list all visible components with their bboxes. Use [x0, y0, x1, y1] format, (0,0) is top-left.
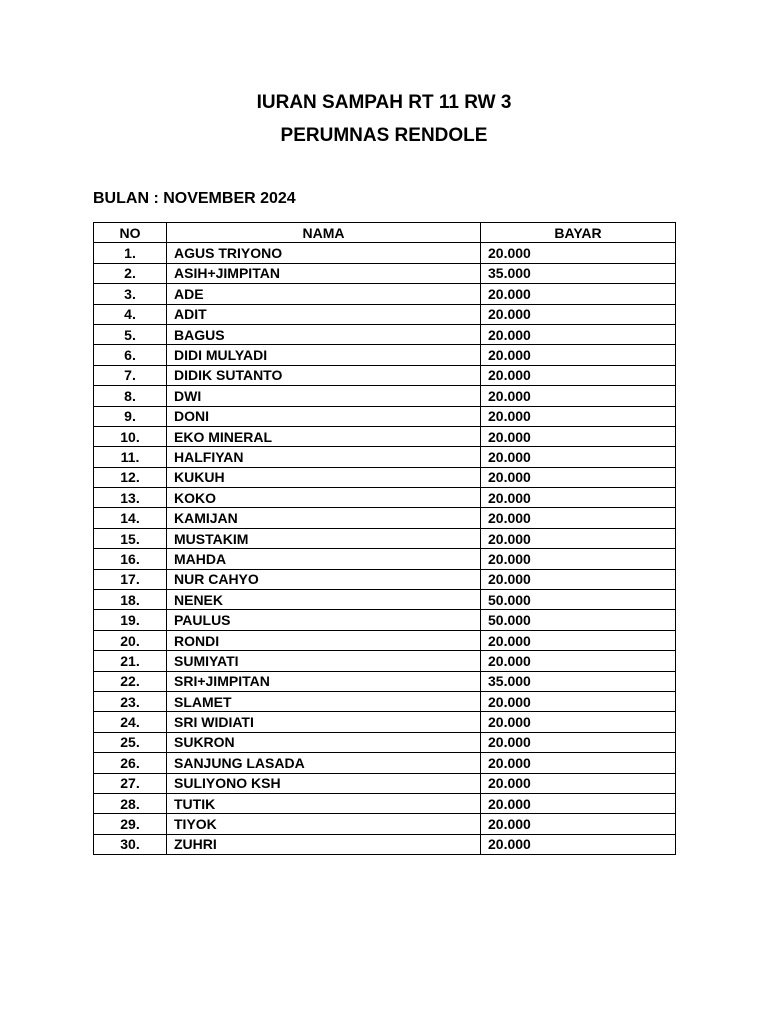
- cell-bayar: 20.000: [481, 243, 676, 263]
- cell-bayar: 35.000: [481, 671, 676, 691]
- table-row: [94, 467, 676, 487]
- table-row: [94, 793, 676, 813]
- cell-bayar: 20.000: [481, 630, 676, 650]
- table-body: [94, 243, 676, 855]
- cell-bayar: 20.000: [481, 691, 676, 711]
- cell-no: 21.: [94, 651, 167, 671]
- table-row: [94, 488, 676, 508]
- table-row: [94, 243, 676, 263]
- cell-no: 28.: [94, 793, 167, 813]
- document-title: IURAN SAMPAH RT 11 RW 3: [256, 92, 512, 113]
- cell-bayar: 20.000: [481, 304, 676, 324]
- cell-nama: BAGUS: [167, 324, 481, 344]
- cell-nama: ADIT: [167, 304, 481, 324]
- table-row: [94, 610, 676, 630]
- header-row: [94, 223, 676, 243]
- cell-bayar: 20.000: [481, 447, 676, 467]
- cell-nama: DWI: [167, 386, 481, 406]
- table-row: [94, 549, 676, 569]
- table-row: [94, 651, 676, 671]
- cell-bayar: 20.000: [481, 753, 676, 773]
- cell-nama: NUR CAHYO: [167, 569, 481, 589]
- cell-bayar: 20.000: [481, 508, 676, 528]
- table-row: [94, 304, 676, 324]
- cell-bayar: 20.000: [481, 793, 676, 813]
- cell-nama: KAMIJAN: [167, 508, 481, 528]
- table-row: [94, 590, 676, 610]
- cell-bayar: 20.000: [481, 814, 676, 834]
- table-row: [94, 569, 676, 589]
- cell-no: 4.: [94, 304, 167, 324]
- cell-no: 30.: [94, 834, 167, 854]
- table-row: [94, 508, 676, 528]
- table-row: [94, 732, 676, 752]
- cell-no: 18.: [94, 590, 167, 610]
- table-row: [94, 528, 676, 548]
- cell-bayar: 50.000: [481, 610, 676, 630]
- cell-nama: SLAMET: [167, 691, 481, 711]
- cell-no: 14.: [94, 508, 167, 528]
- cell-no: 10.: [94, 426, 167, 446]
- cell-bayar: 20.000: [481, 467, 676, 487]
- cell-bayar: 20.000: [481, 834, 676, 854]
- table-row: [94, 324, 676, 344]
- header-nama: NAMA: [167, 223, 481, 243]
- cell-bayar: 20.000: [481, 773, 676, 793]
- table-row: [94, 345, 676, 365]
- cell-bayar: 20.000: [481, 732, 676, 752]
- table-row: [94, 671, 676, 691]
- cell-nama: SUKRON: [167, 732, 481, 752]
- table-row: [94, 263, 676, 283]
- cell-nama: SRI WIDIATI: [167, 712, 481, 732]
- cell-bayar: 20.000: [481, 569, 676, 589]
- cell-nama: ADE: [167, 284, 481, 304]
- cell-nama: SANJUNG LASADA: [167, 753, 481, 773]
- cell-bayar: 20.000: [481, 406, 676, 426]
- cell-nama: RONDI: [167, 630, 481, 650]
- cell-no: 25.: [94, 732, 167, 752]
- cell-nama: TUTIK: [167, 793, 481, 813]
- cell-no: 9.: [94, 406, 167, 426]
- cell-bayar: 20.000: [481, 284, 676, 304]
- cell-nama: ASIH+JIMPITAN: [167, 263, 481, 283]
- cell-bayar: 20.000: [481, 426, 676, 446]
- cell-nama: SUMIYATI: [167, 651, 481, 671]
- cell-no: 8.: [94, 386, 167, 406]
- cell-nama: SULIYONO KSH: [167, 773, 481, 793]
- cell-nama: ZUHRI: [167, 834, 481, 854]
- cell-bayar: 20.000: [481, 712, 676, 732]
- cell-nama: TIYOK: [167, 814, 481, 834]
- cell-no: 26.: [94, 753, 167, 773]
- cell-no: 24.: [94, 712, 167, 732]
- cell-bayar: 20.000: [481, 528, 676, 548]
- cell-bayar: 20.000: [481, 549, 676, 569]
- header-no: NO: [94, 223, 167, 243]
- cell-nama: AGUS TRIYONO: [167, 243, 481, 263]
- cell-nama: MUSTAKIM: [167, 528, 481, 548]
- cell-no: 20.: [94, 630, 167, 650]
- cell-no: 16.: [94, 549, 167, 569]
- cell-no: 3.: [94, 284, 167, 304]
- cell-bayar: 20.000: [481, 386, 676, 406]
- header-bayar: BAYAR: [481, 223, 676, 243]
- dues-table: [93, 222, 676, 855]
- cell-bayar: 20.000: [481, 488, 676, 508]
- cell-bayar: 20.000: [481, 345, 676, 365]
- cell-no: 22.: [94, 671, 167, 691]
- table-row: [94, 691, 676, 711]
- table-row: [94, 630, 676, 650]
- cell-nama: PAULUS: [167, 610, 481, 630]
- cell-nama: MAHDA: [167, 549, 481, 569]
- cell-bayar: 50.000: [481, 590, 676, 610]
- cell-nama: DIDIK SUTANTO: [167, 365, 481, 385]
- cell-nama: KOKO: [167, 488, 481, 508]
- table-row: [94, 386, 676, 406]
- cell-no: 27.: [94, 773, 167, 793]
- table-row: [94, 447, 676, 467]
- cell-no: 13.: [94, 488, 167, 508]
- cell-no: 6.: [94, 345, 167, 365]
- cell-nama: EKO MINERAL: [167, 426, 481, 446]
- cell-nama: NENEK: [167, 590, 481, 610]
- cell-bayar: 20.000: [481, 365, 676, 385]
- table-row: [94, 834, 676, 854]
- cell-no: 12.: [94, 467, 167, 487]
- cell-bayar: 35.000: [481, 263, 676, 283]
- table-row: [94, 365, 676, 385]
- table-row: [94, 814, 676, 834]
- cell-nama: DIDI MULYADI: [167, 345, 481, 365]
- cell-no: 19.: [94, 610, 167, 630]
- cell-no: 7.: [94, 365, 167, 385]
- cell-nama: DONI: [167, 406, 481, 426]
- month-label: BULAN : NOVEMBER 2024: [93, 190, 296, 207]
- cell-no: 2.: [94, 263, 167, 283]
- table-row: [94, 426, 676, 446]
- cell-no: 29.: [94, 814, 167, 834]
- table-row: [94, 753, 676, 773]
- cell-nama: KUKUH: [167, 467, 481, 487]
- cell-no: 11.: [94, 447, 167, 467]
- cell-bayar: 20.000: [481, 324, 676, 344]
- cell-no: 1.: [94, 243, 167, 263]
- table-header: [94, 223, 676, 243]
- cell-nama: SRI+JIMPITAN: [167, 671, 481, 691]
- table-row: [94, 284, 676, 304]
- cell-no: 17.: [94, 569, 167, 589]
- table-row: [94, 712, 676, 732]
- cell-no: 23.: [94, 691, 167, 711]
- cell-no: 5.: [94, 324, 167, 344]
- table-row: [94, 406, 676, 426]
- cell-no: 15.: [94, 528, 167, 548]
- document-subtitle: PERUMNAS RENDOLE: [280, 125, 488, 146]
- cell-nama: HALFIYAN: [167, 447, 481, 467]
- table-row: [94, 773, 676, 793]
- cell-bayar: 20.000: [481, 651, 676, 671]
